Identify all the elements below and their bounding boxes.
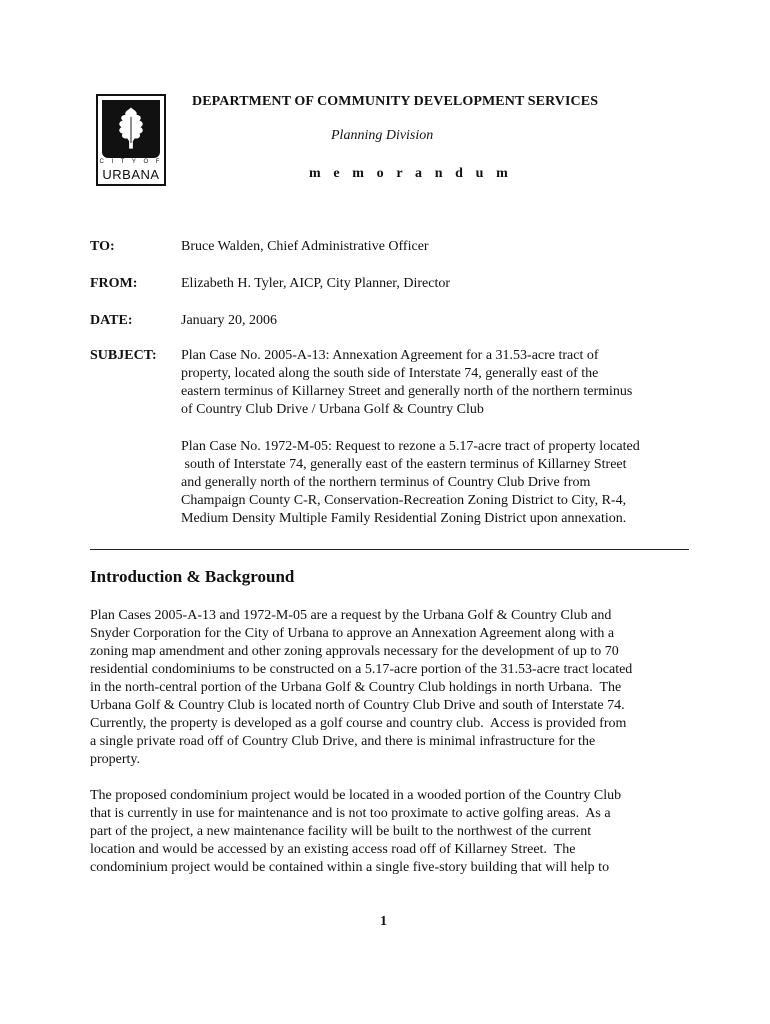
body-line: condominium project would be contained within a single five-story building that will help to xyxy=(90,860,610,875)
body-line: location and would be accessed by an existing access road off of Killarney Street. The xyxy=(90,842,576,857)
page-number: 1 xyxy=(380,914,387,929)
subject-line: Champaign County C-R, Conservation-Recreation Zoning District to City, R-4, xyxy=(181,493,627,508)
from-value: Elizabeth H. Tyler, AICP, City Planner, Director xyxy=(181,276,451,291)
body-line: that is currently in use for maintenance and is not too proximate to active golfing areas. As a xyxy=(90,806,611,821)
body-line: in the north-central portion of the Urbana Golf & Country Club holdings in north Urbana. The xyxy=(90,680,622,695)
subject-paragraph-1 xyxy=(181,347,691,419)
body-line: Currently, the property is developed as a golf course and country club. Access is provided from xyxy=(90,716,627,731)
body-line: residential condominiums to be constructed on a 5.17-acre portion of the 31.53-acre tract located xyxy=(90,662,633,677)
body-line: Plan Cases 2005-A-13 and 1972-M-05 are a request by the Urbana Golf & Country Club and xyxy=(90,608,612,623)
body-paragraph-1 xyxy=(90,607,690,769)
oak-leaf-icon xyxy=(102,100,160,158)
to-value: Bruce Walden, Chief Administrative Officer xyxy=(181,239,429,254)
body-line: part of the project, a new maintenance facility will be built to the northwest of the current xyxy=(90,824,592,839)
subject-line: Plan Case No. 2005-A-13: Annexation Agreement for a 31.53-acre tract of xyxy=(181,348,599,363)
subject-label: SUBJECT: xyxy=(90,348,157,363)
from-label: FROM: xyxy=(90,276,138,291)
subject-line: and generally north of the northern terminus of Country Club Drive from xyxy=(181,475,591,490)
subject-line: Plan Case No. 1972-M-05: Request to rezone a 5.17-acre tract of property located xyxy=(181,439,640,454)
subject-line: south of Interstate 74, generally east of the eastern terminus of Killarney Street xyxy=(181,457,627,472)
subject-paragraph-2 xyxy=(181,438,691,528)
body-line: a single private road off of Country Club Drive, and there is minimal infrastructure for the xyxy=(90,734,596,749)
body-line: property. xyxy=(90,752,141,767)
date-value: January 20, 2006 xyxy=(181,313,278,328)
division-name: Planning Division xyxy=(331,128,434,143)
body-line: zoning map amendment and other zoning approvals necessary for the development of up to 70 xyxy=(90,644,619,659)
subject-line: property, located along the south side of Interstate 74, generally east of the xyxy=(181,366,599,381)
section-heading: Introduction & Background xyxy=(90,567,295,586)
subject-line: of Country Club Drive / Urbana Golf & Country Club xyxy=(181,402,484,417)
body-line: Snyder Corporation for the City of Urbana to approve an Annexation Agreement along with a xyxy=(90,626,615,641)
city-logo xyxy=(96,94,166,186)
to-label: TO: xyxy=(90,239,115,254)
date-label: DATE: xyxy=(90,313,133,328)
subject-line: Medium Density Multiple Family Residential Zoning District upon annexation. xyxy=(181,511,627,526)
body-paragraph-2 xyxy=(90,787,690,877)
document-type: m e m o r a n d u m xyxy=(309,166,513,181)
body-line: The proposed condominium project would be located in a wooded portion of the Country Club xyxy=(90,788,622,803)
subject-line: eastern terminus of Killarney Street and generally north of the northern terminus xyxy=(181,384,633,399)
logo-city-label: C I T Y O F xyxy=(99,159,163,165)
department-title: DEPARTMENT OF COMMUNITY DEVELOPMENT SERVICES xyxy=(192,94,599,109)
logo-city-name: URBANA xyxy=(102,167,160,182)
section-divider xyxy=(90,549,689,550)
body-line: Urbana Golf & Country Club is located north of Country Club Drive and south of Interstate 74. xyxy=(90,698,625,713)
